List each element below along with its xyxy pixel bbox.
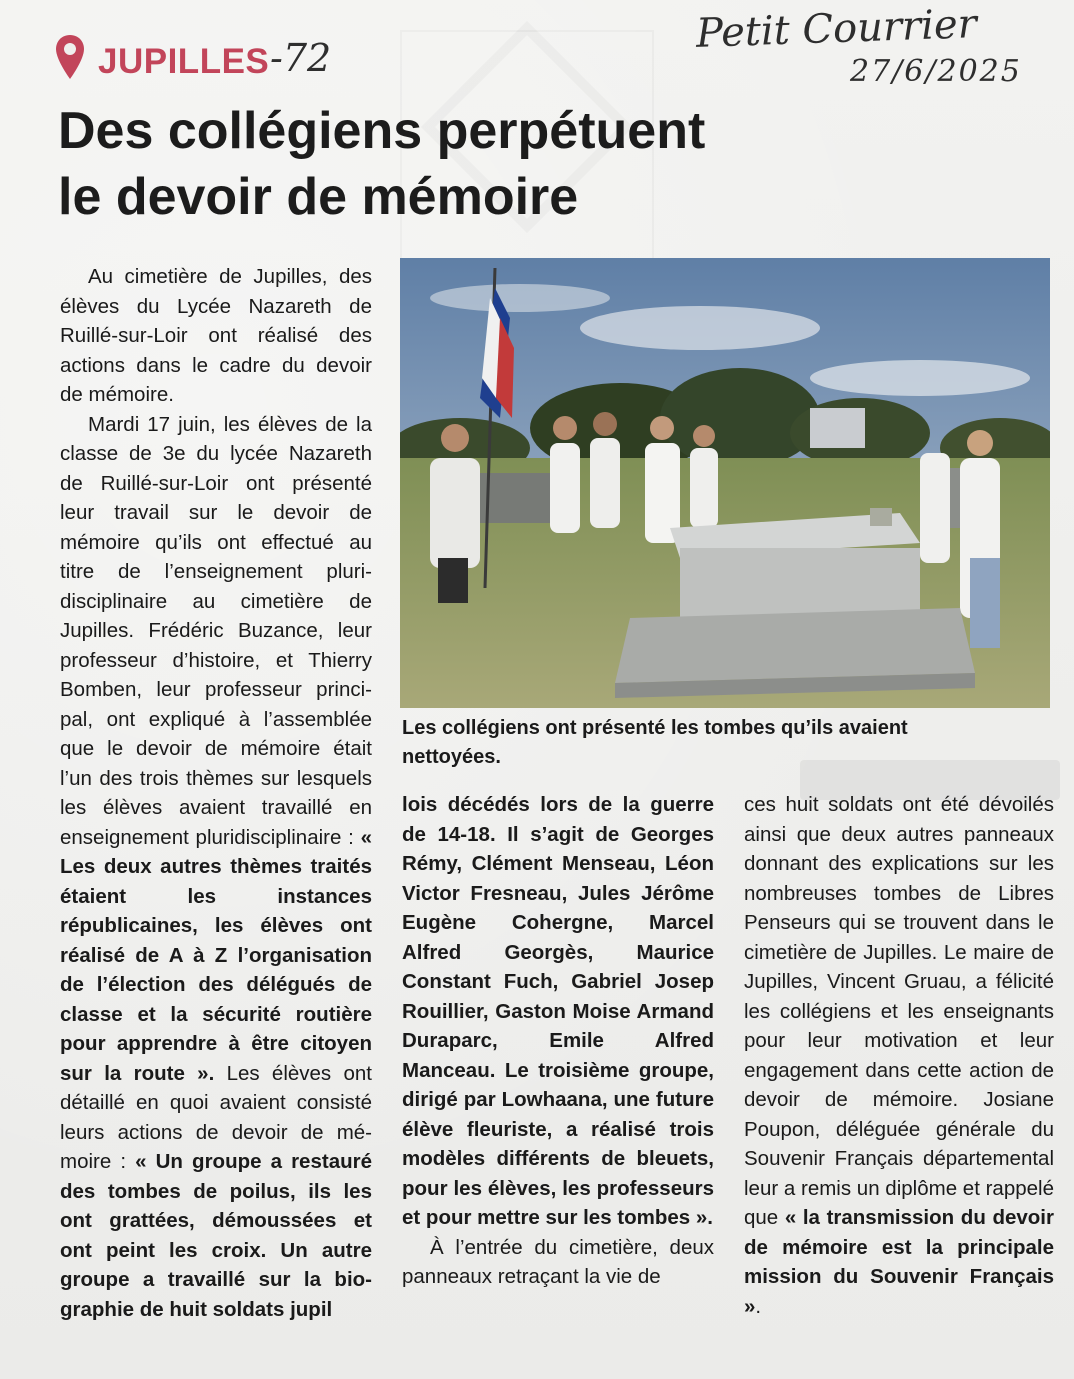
paragraph-main [60,410,372,1325]
paragraph-intro: Au cimetière de Jupilles, des élèves du Lycée Nazareth de Ruillé-sur-Loir ont réalisé des actions dans le cadre du devoir de mémoire. [60,265,372,406]
paragraph-details: Les élèves ont détaillé en quoi avaient consisté leurs actions de devoir de mémoire : [60,1061,372,1173]
location-pin-icon [55,34,85,80]
handwritten-department: -72 [270,36,332,80]
handwritten-publication: Petit Courrier [695,1,978,57]
photo-caption-line-2: nettoyées. [402,746,501,768]
article-photo [400,258,1050,708]
article-column-2 [402,790,714,1292]
article-column-3 [744,790,1054,1321]
quote-groups: « Un groupe a restauré des tombes de poilus, ils les ont grattées, démoussées et ont peint les croix. Un autre groupe a travaillé sur la biographie de huit soldats jupil [60,1150,372,1321]
headline-line-1: Des collégiens perpétuent [58,102,706,160]
headline-line-2: le devoir de mémoire [58,168,579,226]
handwritten-date: 27/6/2025 [850,54,1022,89]
photo-caption [402,714,1002,772]
cemetery-ceremony-photo [400,258,1050,708]
paragraph-conclusion-text: ces huit soldats ont été dévoilés ainsi que deux autres panneaux donnant des explications sur les nombreuses tombes de Libres Penseurs qui se trouvent dans le cimetière de Jupilles. Le maire de Jupilles, Vincent Gruau, a félicité les collégiens et les enseignants pour leur motivation et leur engagement dans cette action de devoir de mémoire. Josiane Poupon, déléguée générale du Souvenir Français départemental leur a remis un diplôme et rappelé que [744,793,1054,1229]
photo-caption-line-1: Les collégiens ont présenté les tombes qu’ils avaient [402,717,908,739]
quote-soldiers: lois décédés lors de la guerre de 14-18. Il s’agit de Georges Rémy, Clément Menseau, Léon Victor Fresneau, Jules Jérôme Eugène Cohergne, Marcel Alfred Georgès, Maurice Constant Fuch, Gabriel Josep Rouillier, Gaston Moise Armand Duraparc, Emile Alfred Manceau. Le troisième groupe, dirigé par Lowhaana, une future élève fleuriste, a réalisé trois modèles différents de bleuets, pour les élèves, les professeurs et pour mettre sur les tombes ». [402,793,714,1229]
section-label: JUPILLES [98,42,270,81]
paragraph-main-text: Mardi 17 juin, les élèves de la classe de 3e du lycée Nazareth de Ruillé-sur-Loir ont présenté leur travail sur le devoir de mémoire qu’ils ont effectué au titre de l’enseignement pluridisciplinaire au cimetière de Jupilles. Frédéric Buzance, leur professeur d’histoire, et Thierry Bomben, leur professeur principal, ont expliqué à l’assemblée que le devoir de mémoire était l’un des trois thèmes sur lesquels les élèves avaient travaillé en enseignement pluridisciplinaire : [60,412,372,849]
quote-themes: « Les deux autres thèmes traités étaient les instances républicaines, les élèves ont réalisé de A à Z l’organisation de l’élection des délégués de classe et la sécurité routière pour apprendre à être citoyen sur la route ». [60,825,373,1085]
article-column-1 [60,262,372,1324]
quote-transmission: « la transmission du devoir de mémoire est la principale mission du Souvenir Français » [744,1206,1054,1318]
paragraph-conclusion-end: . [755,1294,762,1318]
paragraph-conclusion [744,790,1054,1321]
paragraph-soldiers [402,790,714,1233]
paragraph-panels: À l’entrée du cimetière, deux panneaux retraçant la vie de [402,1235,714,1288]
headline [58,98,778,230]
